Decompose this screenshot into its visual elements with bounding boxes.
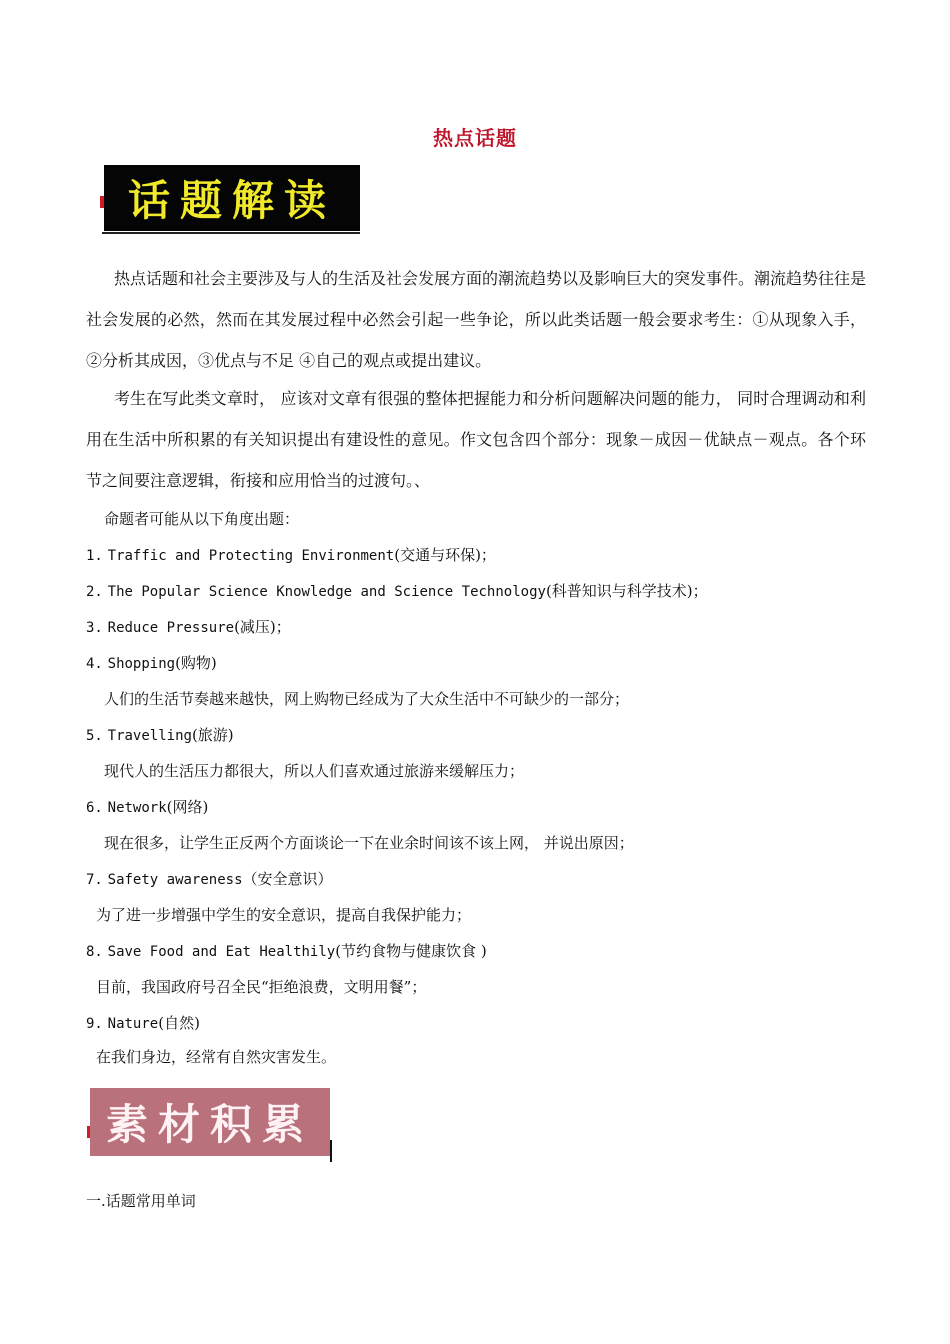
list-item: 9. Nature(自然) [86,1014,200,1032]
banner-material-accumulation: 素材积累 [90,1088,330,1156]
list-item: 4. Shopping(购物) [86,654,217,672]
list-note: 现代人的生活压力都很大，所以人们喜欢通过旅游来缓解压力； [104,762,525,780]
document-title: 热点话题 [433,126,517,150]
intro-line: 命题者可能从以下角度出题： [104,510,300,528]
list-item: 8. Save Food and Eat Healthily(节约食物与健康饮食 ) [86,942,487,960]
banner-topic-interpretation: 话题解读 [104,165,360,231]
list-note: 现在很多，让学生正反两个方面谈论一下在业余时间该不该上网， 并说出原因； [104,834,634,852]
list-note: 在我们身边，经常有自然灾害发生。 [96,1048,337,1066]
list-note: 人们的生活节奏越来越快，网上购物已经成为了大众生活中不可缺少的一部分； [104,690,630,708]
intro-paragraph: 热点话题和社会主要涉及与人的生活及社会发展方面的潮流趋势以及影响巨大的突发事件。潮流趋势往往是社会发展的必然，然而在其发展过程中必然会引起一些争论，所以此类话题一般会要求考生：①从现象入手，②分析其成因，③优点与不足 ④自己的观点或提出建议。 [86,269,867,370]
list-note: 为了进一步增强中学生的安全意识，提高自我保护能力； [96,906,472,924]
list-item: 2. The Popular Science Knowledge and Science Technology(科普知识与科学技术)； [86,582,708,600]
advice-paragraph: 考生在写此类文章时， 应该对文章有很强的整体把握能力和分析问题解决问题的能力， 同时合理调动和利用在生活中所积累的有关知识提出有建设性的意见。作文包含四个部分：现象－成因－优缺点－观点。各个环节之间要注意逻辑，衔接和应用恰当的过渡句。、 [86,389,866,490]
list-item: 1. Traffic and Protecting Environment(交通与环保)； [86,546,496,564]
banner-edge-line [330,1140,332,1162]
list-item: 7. Safety awareness（安全意识） [86,870,333,888]
list-note: 目前，我国政府号召全民“拒绝浪费，文明用餐”； [96,978,427,996]
list-item: 5. Travelling(旅游) [86,726,234,744]
list-item: 6. Network(网络) [86,798,209,816]
list-item: 3. Reduce Pressure(减压)； [86,618,291,636]
section-heading: 一.话题常用单词 [86,1192,196,1210]
banner-underline [102,232,360,234]
